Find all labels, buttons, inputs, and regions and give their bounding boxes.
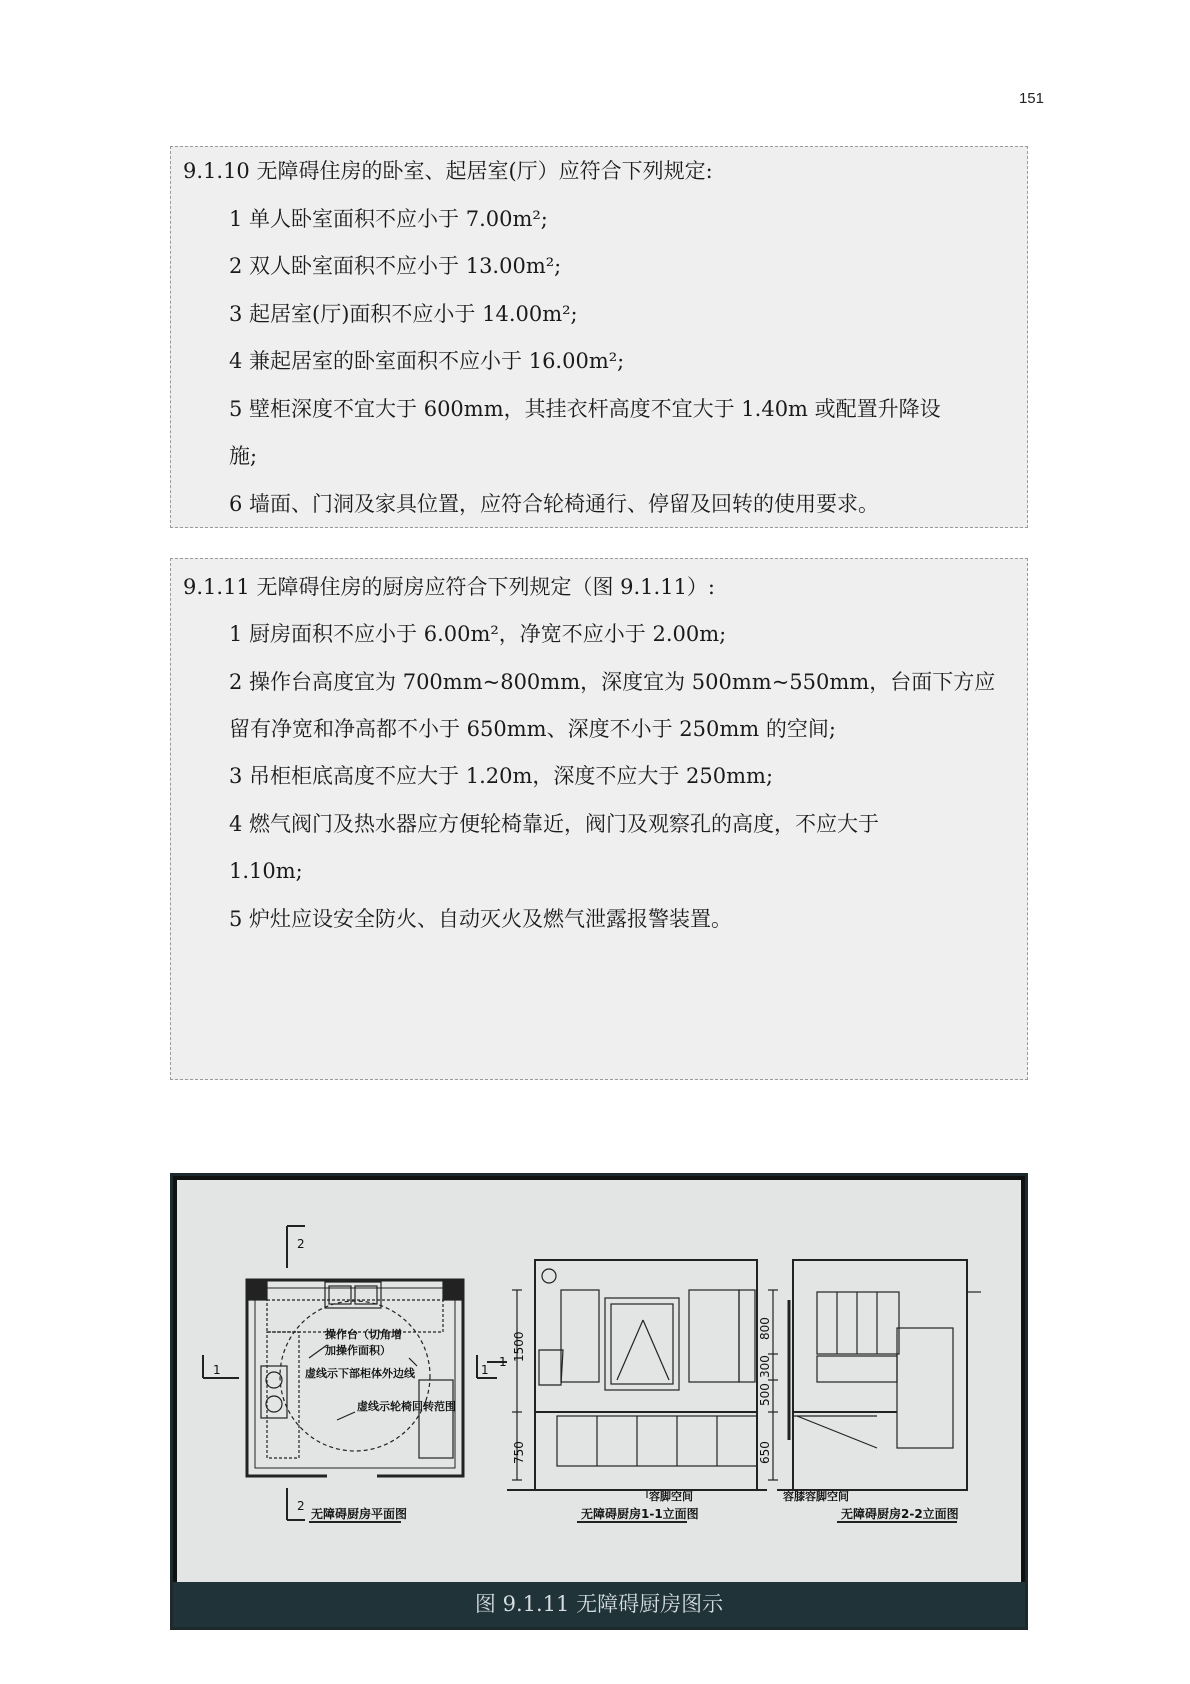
plan-title: 无障碍厨房平面图 [311,1507,408,1521]
elev1-dim-lower: 750 [512,1441,526,1464]
plan-section-2-bottom: 2 [297,1499,305,1513]
clause-item: 2 操作台高度宜为 700mm~800mm，深度宜为 500mm~550mm，台面下方应 [229,670,996,694]
clause-item: 2 双人卧室面积不应小于 13.00m²; [229,254,562,278]
elevation-1-1 [487,1260,767,1522]
clause-item: 3 吊柜柜底高度不应大于 1.20m，深度不应大于 250mm; [229,764,774,788]
clause-item: 6 墙面、门洞及家具位置，应符合轮椅通行、停留及回转的使用要求。 [229,492,880,516]
clause-item: 5 壁柜深度不宜大于 600mm，其挂衣杆高度不宜大于 1.40m 或配置升降设 [229,397,941,421]
clause-box-9-1-11 [170,558,1028,1080]
elev2-space-label: 容膝容脚空间 [783,1490,849,1503]
plan-label-counter-2: 加操作面积） [325,1344,391,1357]
plan-label-cabinet-outline: 虚线示下部柜体外边线 [305,1367,415,1380]
clause-item: 1 单人卧室面积不应小于 7.00m²; [229,207,548,231]
clause-item: 4 兼起居室的卧室面积不应小于 16.00m²; [229,349,625,373]
figure-9-1-11 [170,1173,1028,1630]
clause-item: 1 厨房面积不应小于 6.00m²，净宽不应小于 2.00m; [229,622,727,646]
elev2-dim-800: 800 [758,1317,772,1340]
clause-title: 9.1.11 无障碍住房的厨房应符合下列规定（图 9.1.11）: [183,575,716,599]
clause-item-continued: 1.10m; [229,859,303,883]
plan-section-1-right: 1 [481,1363,489,1377]
elev2-title: 无障碍厨房2-2立面图 [841,1507,959,1521]
clause-item: 3 起居室(厅)面积不应小于 14.00m²; [229,302,578,326]
kitchen-drawings [177,1180,1021,1585]
plan-label-turning-range: 虚线示轮椅回转范围 [357,1400,456,1413]
elev1-title: 无障碍厨房1-1立面图 [581,1507,699,1521]
clause-item-continued: 施; [229,444,258,468]
elev1-section: 1 [499,1355,507,1369]
figure-drawing-area [177,1180,1021,1585]
plan-label-counter: 操作台（切角增 [325,1328,402,1341]
elev2-dim-300: 300 [758,1355,772,1378]
elevation-2-2 [768,1260,981,1522]
clause-item-continued: 留有净宽和净高都不小于 650mm、深度不小于 250mm 的空间; [229,717,836,741]
figure-caption: 图 9.1.11 无障碍厨房图示 [173,1582,1025,1627]
elev2-dim-500: 500 [758,1383,772,1406]
plan-section-2-top: 2 [297,1237,305,1251]
plan-section-1-left: 1 [213,1363,221,1377]
clause-title: 9.1.10 无障碍住房的卧室、起居室(厅）应符合下列规定: [183,159,713,183]
clause-item: 5 炉灶应设安全防火、自动灭火及燃气泄露报警装置。 [229,907,733,931]
page-number: 151 [1018,90,1044,107]
clause-item: 4 燃气阀门及热水器应方便轮椅靠近，阀门及观察孔的高度，不应大于 [229,812,880,836]
elev2-dim-650: 650 [758,1441,772,1464]
elev1-dim-upper: 1500 [512,1331,526,1362]
clause-box-9-1-10 [170,146,1028,528]
elev1-space-label: 容脚空间 [649,1490,693,1503]
